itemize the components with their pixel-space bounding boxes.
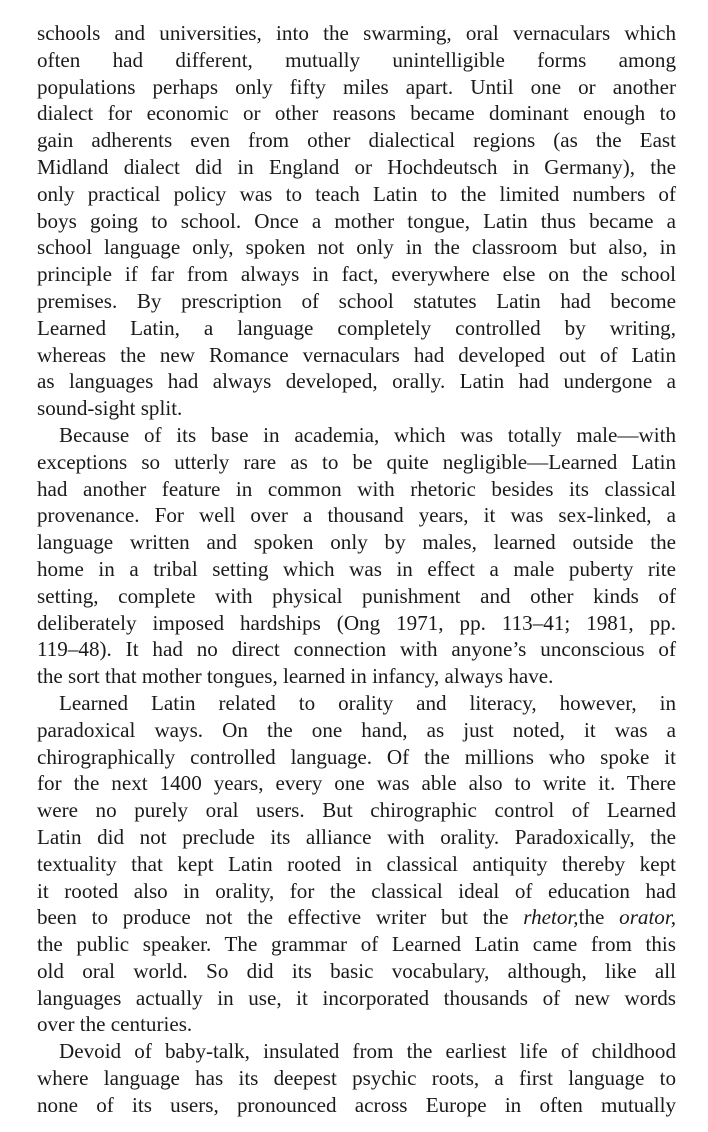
text-line: it rooted also in orality, for the classical ideal of education had (37, 878, 676, 903)
paragraph-3 (37, 690, 676, 1038)
text-line: 119–48). It had no direct connection with anyone’s unconscious of (37, 637, 676, 662)
text-line-rhetor (37, 904, 676, 931)
text-line: Midland dialect did in England or Hochdeutsch in Germany), the (37, 154, 676, 179)
text-line: as languages had always developed, orally. Latin had undergone a (37, 369, 676, 394)
text-line: whereas the new Romance vernaculars had developed out of Latin (37, 342, 676, 367)
text-line: where language has its deepest psychic roots, a first language to (37, 1066, 676, 1091)
text-line: populations perhaps only fifty miles apart. Until one or another (37, 74, 676, 99)
paragraph-2 (37, 422, 676, 690)
text-line: Learned Latin related to orality and literacy, however, in (59, 690, 676, 715)
italic-term-orator: orator, (619, 905, 676, 930)
text-line: had another feature in common with rhetoric besides its classical (37, 476, 676, 501)
text-line: the public speaker. The grammar of Learned Latin came from this (37, 932, 676, 957)
text-line: none of its users, pronounced across Europe in often mutually (37, 1092, 676, 1117)
text-line: dialect for economic or other reasons became dominant enough to (37, 101, 676, 126)
text-line: were no purely oral users. But chirographic control of Learned (37, 798, 676, 823)
text-line: sound-sight split. (37, 396, 183, 421)
document-page (37, 20, 676, 1119)
paragraph-4 (37, 1038, 676, 1118)
text-line: over the centuries. (37, 1012, 193, 1037)
text-run: the (578, 905, 620, 930)
text-line: Latin did not preclude its alliance with orality. Paradoxically, the (37, 824, 676, 849)
text-line: setting, complete with physical punishment and other kinds of (37, 583, 676, 608)
text-line: for the next 1400 years, every one was able also to write it. There (37, 771, 676, 796)
text-line: premises. By prescription of school statutes Latin had become (37, 288, 676, 313)
text-line: textuality that kept Latin rooted in classical antiquity thereby kept (37, 851, 676, 876)
text-line: often had different, mutually unintelligible forms among (37, 47, 676, 72)
text-line: Learned Latin, a language completely controlled by writing, (37, 315, 676, 340)
text-line: gain adherents even from other dialectical regions (as the East (37, 128, 676, 153)
text-line: schools and universities, into the swarming, oral vernaculars which (37, 21, 676, 45)
text-line: only practical policy was to teach Latin to the limited numbers of (37, 181, 676, 206)
paragraph-1 (37, 20, 676, 422)
text-line: school language only, spoken not only in the classroom but also, in (37, 235, 676, 260)
text-line: paradoxical ways. On the one hand, as just noted, it was a (37, 717, 676, 742)
text-line: principle if far from always in fact, everywhere else on the school (37, 262, 676, 287)
text-line: exceptions so utterly rare as to be quite negligible—Learned Latin (37, 449, 676, 474)
italic-term-rhetor: rhetor, (523, 905, 579, 930)
text-line: Because of its base in academia, which was totally male—with (59, 422, 676, 447)
text-line: languages actually in use, it incorporated thousands of new words (37, 985, 676, 1010)
text-line: old oral world. So did its basic vocabulary, although, like all (37, 958, 676, 983)
text-line: chirographically controlled language. Of the millions who spoke it (37, 744, 676, 769)
text-line: language written and spoken only by males, learned outside the (37, 530, 676, 555)
text-line: the sort that mother tongues, learned in infancy, always have. (37, 664, 554, 689)
text-line: provenance. For well over a thousand years, it was sex-linked, a (37, 503, 676, 528)
text-run: been to produce not the effective writer but the (37, 905, 524, 930)
text-line: boys going to school. Once a mother tongue, Latin thus became a (37, 208, 676, 233)
text-line: deliberately imposed hardships (Ong 1971, pp. 113–41; 1981, pp. (37, 610, 676, 635)
text-line: home in a tribal setting which was in effect a male puberty rite (37, 556, 676, 581)
text-line: Devoid of baby-talk, insulated from the earliest life of childhood (59, 1039, 676, 1064)
